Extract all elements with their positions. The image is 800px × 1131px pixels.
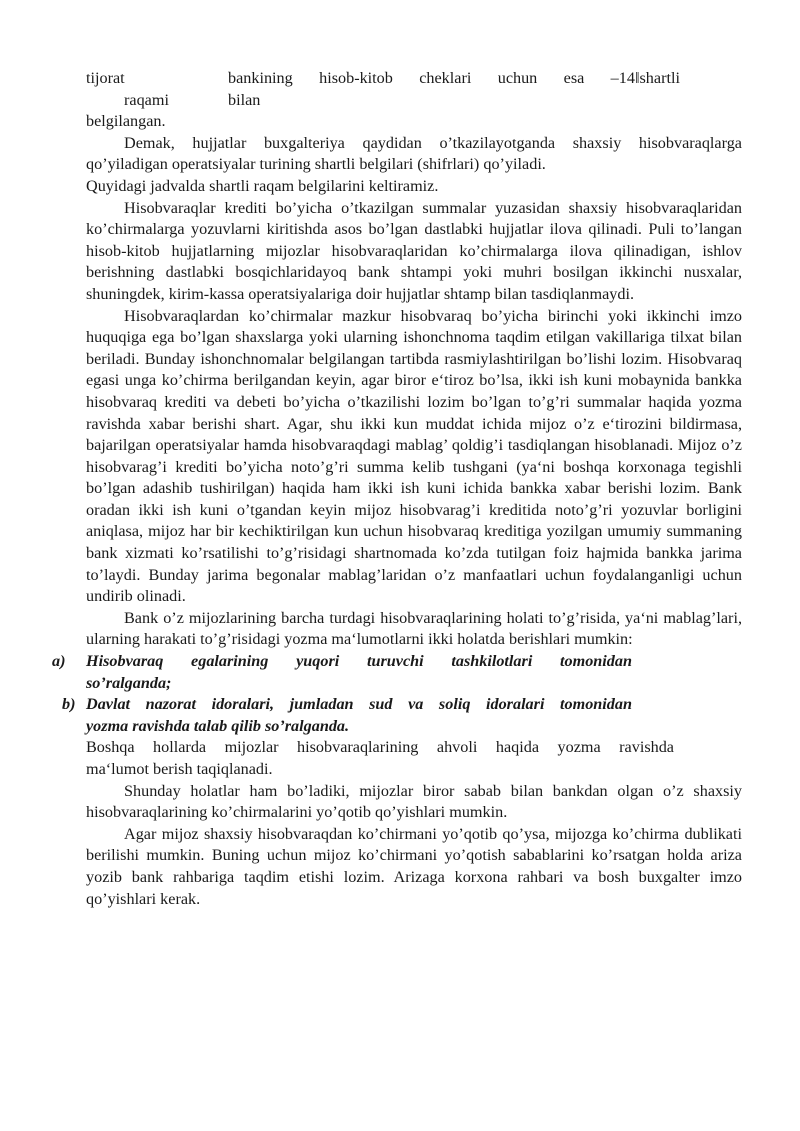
table-right-cell <box>228 68 680 111</box>
table-word: uchun <box>497 69 538 87</box>
paragraph-line: ma‘lumot berish taqiqlanadi. <box>86 760 273 778</box>
list-item-text: Hisobvaraq egalarining yuqori turuvchi tashkilotlari tomonidan <box>86 652 632 671</box>
table-word: –14‖shartli <box>610 69 680 87</box>
list-item-text: yozma ravishda talab qilib so’ralganda. <box>86 716 350 735</box>
list-item-text: so’ralganda; <box>86 673 172 692</box>
paragraph: Bank o’z mijozlarining barcha turdagi hisobvaraqlarining holati to’g’risida, ya‘ni mablag’lari, ularning harakati to’g’risidagi yozma ma‘lumotlarni ikki holatda berishlari mumkin: <box>86 608 742 649</box>
list-marker: b) <box>62 695 76 714</box>
table-fragment <box>86 68 742 111</box>
table-word: esa <box>563 69 585 87</box>
after-list-text <box>86 737 742 780</box>
table-cell-text: bilan <box>228 90 261 109</box>
paragraph: Agar mijoz shaxsiy hisobvaraqdan ko’chirmani yo’qotib qo’ysa, mijozga ko’chirma dublikati berilishi mumkin. Buning uchun mijoz ko’chirmani yo’qotish sabablarini ko’rsatgan holda ariza yozib bank rahbariga taqdim etishi lozim. Arizaga korxona rahbari va bosh buxgalter imzo qo’yishlari kerak. <box>86 824 742 908</box>
table-word: hisob-kitob <box>319 69 393 87</box>
table-cell-text: tijorat <box>86 69 125 87</box>
list-item <box>62 694 742 737</box>
paragraph: Demak, hujjatlar buxgalteriya qaydidan o’tkazilayotganda shaxsiy hisobvaraqlarga qo’yiladigan operatsiyalar turining shartli belgilari (shifrlari) qo’yiladi. <box>86 133 742 174</box>
paragraph-line: Boshqa hollarda mijozlar hisobvaraqlarining ahvoli haqida yozma ravishda <box>86 738 674 757</box>
table-cell-text: raqami <box>124 90 169 109</box>
paragraph: Hisobvaraqlardan ko’chirmalar mazkur hisobvaraq bo’yicha birinchi yoki ikkinchi imzo huquqiga ega bo’lgan shaxslarga yoki ularning ishonchnoma taqdim etilgan vakillariga tilxat bilan beriladi. Bunday ishonchnomalar belgilangan tartibda rasmiylashtirilgan bo’lishi lozim. Hisobvaraq egasi unga ko’chirma berilgandan keyin, agar biror e‘tiroz bo’lsa, ikki ish kuni mobaynida bankka hisobvaraq krediti va debeti bo’yicha o’tkazilishi lozim bo’lgan to’g’ri summalar haqida yozma ravishda xabar berishi shart. Agar, shu ikki kun muddat ichida mijoz o’z e‘tirozini bildirmasa, bajarilgan operatsiyalar hamda hisobvaraqdagi mablag’ qoldig’i tasdiqlangan hisoblanadi. Mijoz o’z hisobvarag’i krediti bo’yicha noto’g’ri summa kelib tushgani (ya‘ni boshqa korxonaga tegishli bo’lgan adashib tushirilgan) haqida ham ikki ish kuni ichida bankka xabar berishi lozim. Bank oradan ikki ish kuni o’tgandan keyin mijoz hisobvarag’i kreditida noto’g’ri yozuvlar borligini aniqlasa, mijoz har bir kechiktirilgan kun uchun hisobvaraq kreditiga yozilgan umumiy summaning bank xizmati ko’rsatilishi to’g’risidagi shartnomada ko’zda tutilgan foiz hajmida bankka jarima to’laydi. Bunday jarima begonalar mablag’laridan o’z manfaatlari uchun foydalanganligi uchun undirib olinadi. <box>86 306 742 606</box>
table-word: cheklari <box>419 69 472 87</box>
list-item-text: Davlat nazorat idoralari, jumladan sud va soliq idoralari tomonidan <box>86 695 632 714</box>
table-word: bankining <box>228 69 293 87</box>
paragraph: Quyidagi jadvalda shartli raqam belgilarini keltiramiz. <box>86 176 439 195</box>
table-continuation: belgilangan. <box>86 112 166 131</box>
paragraph: Hisobvaraqlar krediti bo’yicha o’tkazilgan summalar yuzasidan shaxsiy hisobvaraqlaridan ko’chirmalarga yozuvlarni kiritishda asos bo’lgan dastlabki hujjatlar ilova qilinadi. Puli to’langan hisob-kitob hujjatlarning mijozlar hisobvaraqlaridan ko’chirmalarga ilova qilinadigan, ishlov berishning dastlabki bosqichlaridayoq bank shtampi yoki muhri bosilgan ikkinchi nusxalar, shuningdek, kirim-kassa operatsiyalariga doir hujjatlar shtamp bilan tasdiqlanmaydi. <box>86 198 742 303</box>
document-page <box>52 68 742 910</box>
paragraph: Shunday holatlar ham bo’ladiki, mijozlar biror sabab bilan bankdan olgan o’z shaxsiy hisobvaraqlarining ko’chirmalarini yo’qotib qo’yishlari mumkin. <box>86 781 742 822</box>
list-item <box>52 651 742 694</box>
table-right-line <box>228 68 680 90</box>
list-marker: a) <box>52 652 66 671</box>
table-left-cell <box>86 68 228 111</box>
